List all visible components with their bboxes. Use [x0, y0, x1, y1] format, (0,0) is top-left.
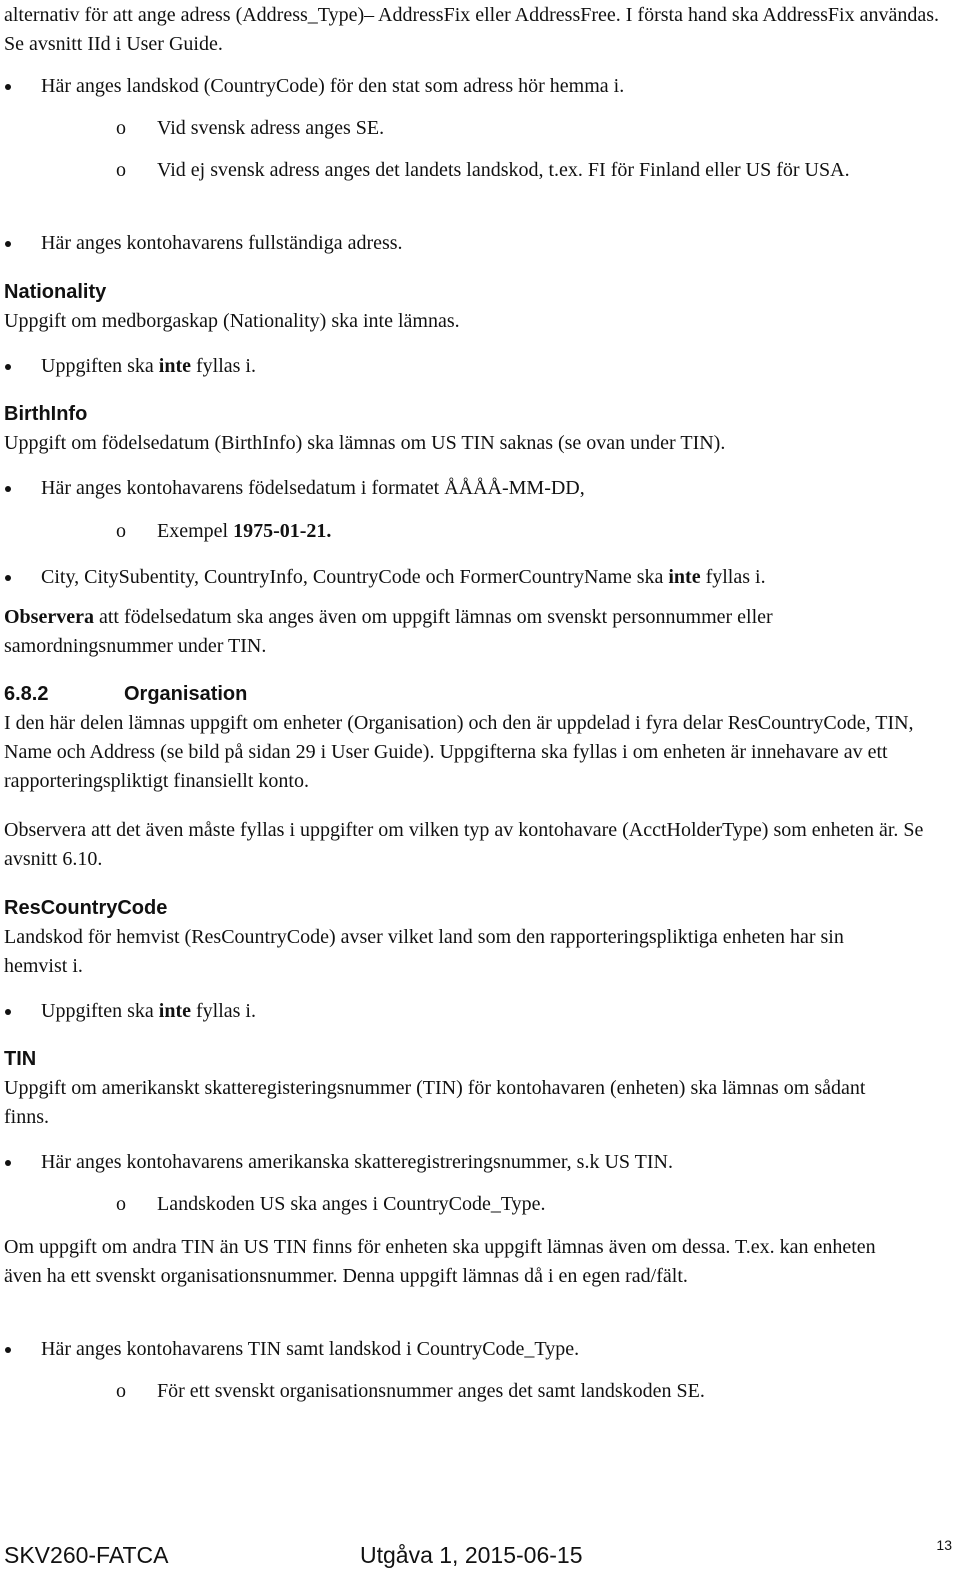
- heading-rescountrycode: ResCountryCode: [4, 897, 168, 919]
- sub-bullet-orgnr: o För ett svenskt organisationsnummer anges det samt landskoden SE.: [116, 1380, 705, 1402]
- sub-bullet-us-countrycode: o Landskoden US ska anges i CountryCode_Type.: [116, 1193, 546, 1215]
- sub-bullet-se: o Vid svensk adress anges SE.: [116, 117, 385, 139]
- bullet-tin-countrycode: Här anges kontohavarens TIN samt landskod i CountryCode_Type.: [4, 1335, 579, 1364]
- paragraph-organisation-1: I den här delen lämnas uppgift om enheter (Organisation) och den är uppdelad i fyra delar ResCountryCode, TIN, Name och Address (se bild på sidan 29 i User Guide). Uppgifterna ska fyllas i om enheten är innehavare av ett rapporteringspliktigt finansiellt konto.: [4, 712, 914, 792]
- paragraph-other-tin: Om uppgift om andra TIN än US TIN finns för enheten ska uppgift lämnas även om dessa. T.ex. kan enheten även ha ett svenskt organisationsnummer. Denna uppgift lämnas då i en egen rad/fält.: [4, 1236, 876, 1287]
- bullet-countrycode: Här anges landskod (CountryCode) för den stat som adress hör hemma i.: [4, 72, 624, 101]
- paragraph-organisation-2: Observera att det även måste fyllas i uppgifter om vilken typ av kontohavare (AcctHolderType) som enheten är. Se avsnitt 6.10.: [4, 819, 924, 870]
- paragraph-nationality: Uppgift om medborgaskap (Nationality) ska inte lämnas.: [4, 310, 460, 332]
- bullet-nationality-fill: Uppgiften ska inte fyllas i.: [4, 352, 256, 381]
- bullet-rescountry-fill: Uppgiften ska inte fyllas i.: [4, 997, 256, 1026]
- footer-edition: Utgåva 1, 2015-06-15: [360, 1542, 583, 1568]
- heading-birthinfo: BirthInfo: [4, 403, 88, 425]
- page-number: 13: [936, 1537, 952, 1553]
- section-heading-organisation: [4, 680, 248, 709]
- sub-bullet-example: o Exempel 1975-01-21.: [116, 520, 332, 542]
- section-number: 6.8.2: [4, 683, 49, 705]
- sub-bullet-foreign: o Vid ej svensk adress anges det landets landskod, t.ex. FI för Finland eller US för USA.: [116, 159, 850, 181]
- paragraph-tin: Uppgift om amerikanskt skatteregisteringsnummer (TIN) för kontohavaren (enheten) ska lämnas om sådant finns.: [4, 1077, 866, 1128]
- heading-nationality: Nationality: [4, 281, 107, 303]
- intro-paragraph: alternativ för att ange adress (Address_Type)– AddressFix eller AddressFree. I första hand ska AddressFix användas. Se avsnitt IId i User Guide.: [4, 4, 940, 55]
- page-footer: [4, 1531, 954, 1581]
- footer-document-id: SKV260-FATCA: [4, 1542, 169, 1568]
- bullet-fulladdress: Här anges kontohavarens fullständiga adress.: [4, 229, 403, 258]
- paragraph-observera: Observera att födelsedatum ska anges även om uppgift lämnas om svenskt personnummer eller samordningsnummer under TIN.: [4, 606, 773, 657]
- bullet-city: City, CitySubentity, CountryInfo, CountryCode och FormerCountryName ska inte fyllas i.: [4, 563, 766, 592]
- bullet-us-tin: Här anges kontohavarens amerikanska skatteregistreringsnummer, s.k US TIN.: [4, 1148, 673, 1177]
- paragraph-birthinfo: Uppgift om födelsedatum (BirthInfo) ska lämnas om US TIN saknas (se ovan under TIN).: [4, 432, 726, 454]
- heading-tin: TIN: [4, 1048, 37, 1070]
- section-title: Organisation: [124, 683, 248, 705]
- bullet-birthdate: Här anges kontohavarens födelsedatum i formatet ÅÅÅÅ-MM-DD,: [4, 474, 585, 503]
- paragraph-rescountrycode: Landskod för hemvist (ResCountryCode) avser vilket land som den rapporteringspliktiga enheten har sin hemvist i.: [4, 926, 844, 977]
